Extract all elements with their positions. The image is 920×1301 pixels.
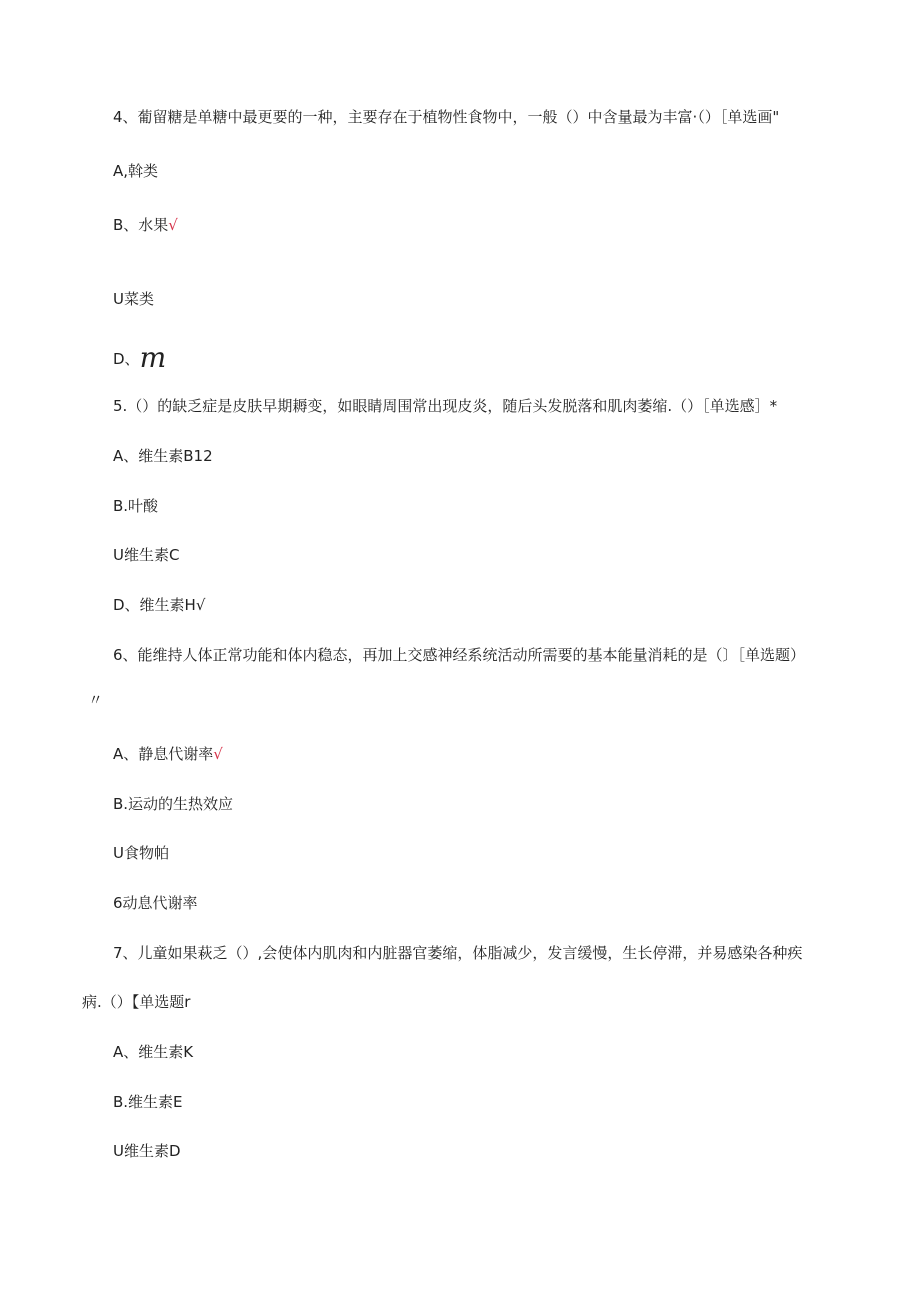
option-label: U维生素D: [113, 1142, 181, 1160]
question-5-option-a[interactable]: [113, 446, 213, 466]
question-6-option-c[interactable]: [113, 843, 169, 863]
option-label: 6动息代谢率: [113, 894, 198, 912]
question-7-option-b[interactable]: [113, 1092, 183, 1112]
correct-check-icon: √: [168, 216, 178, 234]
question-7-stem: 7、儿童如果萩乏（）,会使体内肌肉和内脏器官萎缩，体脂减少，发言缓慢，生长停滞，并易感染各种疾: [113, 944, 803, 962]
question-7-option-c[interactable]: [113, 1141, 181, 1161]
option-label: B.运动的生热效应: [113, 795, 234, 813]
question-6-option-a[interactable]: [113, 744, 223, 764]
option-label: A、静息代谢率: [113, 745, 214, 763]
question-6-option-b[interactable]: [113, 794, 233, 814]
question-5-option-c[interactable]: [113, 545, 179, 565]
option-label: D、: [113, 350, 140, 368]
option-label: U菜类: [113, 290, 154, 308]
question-4-stem: 4、葡留糖是单糖中最更要的一种，主要存在于植物性食物中，一般（）中含量最为丰富·（）［单选画": [113, 108, 780, 126]
question-4-option-b[interactable]: [113, 215, 178, 235]
question-5-option-d[interactable]: [113, 595, 205, 615]
question-4-option-a[interactable]: [113, 161, 158, 181]
question-4-option-c[interactable]: [113, 289, 154, 309]
correct-check-icon: √: [213, 745, 223, 763]
option-d-glyph: m: [139, 341, 167, 374]
question-6-stem-continuation: 〃: [88, 691, 104, 709]
option-label: U维生素C: [113, 546, 180, 564]
option-label: D、维生素H√: [113, 596, 206, 614]
question-7-option-a[interactable]: [113, 1042, 193, 1062]
option-label: A、维生素K: [113, 1043, 194, 1061]
option-label: A、维生素B12: [113, 447, 213, 465]
question-6-option-d[interactable]: [113, 893, 198, 913]
question-7-stem-continuation: 病.（）【单选题r: [82, 993, 191, 1011]
question-5-stem: 5.（）的缺乏症是皮肤早期耨变，如眼睛周围常出现皮炎，随后头发脱落和肌肉萎缩.（）［单选感］*: [113, 397, 778, 415]
option-label: B.维生素E: [113, 1093, 183, 1111]
option-label: B、水果: [113, 216, 169, 234]
option-label: B.叶酸: [113, 497, 159, 515]
question-6-stem: 6、能维持人体正常功能和体内稳态，再加上交感神经系统活动所需要的基本能量消耗的是（〕［单选题）: [113, 646, 806, 664]
question-4-option-d[interactable]: [113, 341, 167, 374]
option-label: U食物帕: [113, 844, 169, 862]
option-label: A,斡类: [113, 162, 159, 180]
question-5-option-b[interactable]: [113, 496, 158, 516]
